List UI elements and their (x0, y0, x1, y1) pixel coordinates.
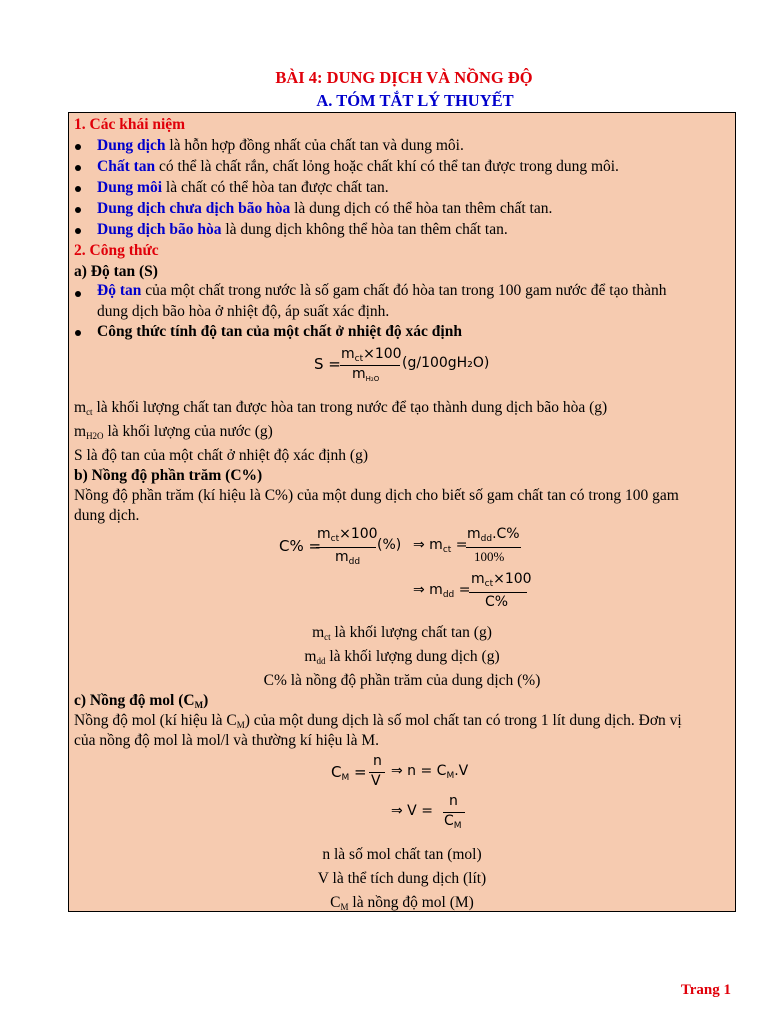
concept-item: Dung môi là chất có thể hòa tan được chất tan. (97, 179, 389, 196)
bullet-icon (75, 144, 81, 150)
concept-item: Dung dịch là hỗn hợp đồng nhất của chất tan và dung môi. (97, 137, 464, 154)
concept-item: Dung dịch chưa dịch bão hòa là dung dịch có thể hòa tan thêm chất tan. (97, 200, 553, 217)
molar-concentration-text-cont: của nồng độ mol là mol/l và thường kí hiệu là M. (74, 732, 380, 749)
bullet-icon (75, 291, 81, 297)
mct-definition-2: $m_{ct}$ là khối lượng chất tan (g) (312, 624, 492, 642)
percent-concentration-formula: C% = $m_{ct}\times 100$ $m_{dd}$ (%) ⇒ $m_{ct}$ = $m_{dd}.C\%$ 100% ⇒ $m_{dd}$ = $m_{ct}\times 100$ C% (279, 526, 532, 610)
s-definition: S là độ tan của một chất ở nhiệt độ xác định (g) (74, 447, 369, 464)
v-definition: V là thể tích dung dịch (lít) (317, 870, 487, 887)
section-subtitle: A. TÓM TẮT LÝ THUYẾT (316, 91, 514, 110)
percent-concentration-text: Nồng độ phần trăm (kí hiệu là C%) của một dung dịch cho biết số gam chất tan có trong 100 gam (74, 487, 679, 504)
section-2-heading: 2. Công thức (74, 242, 159, 259)
solubility-heading: a) Độ tan (S) (74, 263, 158, 280)
mdd-definition: $m_{dd}$ là khối lượng dung dịch (g) (304, 648, 500, 666)
page-number: Trang 1 (680, 982, 731, 998)
molar-concentration-heading: c) Nồng độ mol $(C_M)$ (74, 692, 209, 710)
percent-concentration-text-cont: dung dịch. (74, 507, 140, 524)
bullet-icon (75, 228, 81, 234)
mct-definition: $m_{ct}$ là khối lượng chất tan được hòa tan trong nước để tạo thành dung dịch bão hòa (g) (74, 399, 608, 417)
theory-box (68, 112, 736, 912)
percent-concentration-heading: b) Nồng độ phần trăm (C%) (74, 467, 263, 484)
concept-item: Chất tan có thể là chất rắn, chất lỏng hoặc chất khí có thể tan được trong dung môi. (97, 158, 619, 175)
bullet-icon (75, 330, 81, 336)
molar-concentration-formula: $C_M$ = n V ⇒ $n = C_M.V$ ⇒ V = n $C_M$ (331, 753, 469, 831)
solubility-definition: Độ tan của một chất trong nước là số gam chất đó hòa tan trong 100 gam nước để tạo thành (97, 282, 667, 299)
cm-definition: $C_M$ là nồng độ mol (M) (330, 894, 474, 912)
n-definition: n là số mol chất tan (mol) (322, 846, 482, 863)
solubility-definition-cont: dung dịch bão hòa ở nhiệt độ, áp suất xác định. (97, 303, 390, 320)
bullet-icon (75, 165, 81, 171)
solubility-formula: S = $m_{ct}\times 100$ $m_{H_2O}$ (g/100gH₂O) (314, 346, 490, 383)
cpercent-definition: C% là nồng độ phần trăm của dung dịch (%) (263, 672, 541, 689)
bullet-icon (75, 186, 81, 192)
molar-concentration-text: Nồng độ mol (kí hiệu là $C_M$) của một dung dịch là số mol chất tan có trong 1 lít dung dịch. Đơn vị (74, 712, 682, 730)
solubility-formula-heading: Công thức tính độ tan của một chất ở nhiệt độ xác định (97, 323, 462, 340)
concept-item: Dung dịch bão hòa là dung dịch không thể hòa tan thêm chất tan. (97, 221, 508, 238)
document-title: BÀI 4: DUNG DỊCH VÀ NỒNG ĐỘ (275, 68, 533, 87)
section-1-heading: 1. Các khái niệm (74, 116, 186, 133)
mh2o-definition: $m_{H2O}$ là khối lượng của nước (g) (74, 423, 273, 441)
bullet-icon (75, 207, 81, 213)
